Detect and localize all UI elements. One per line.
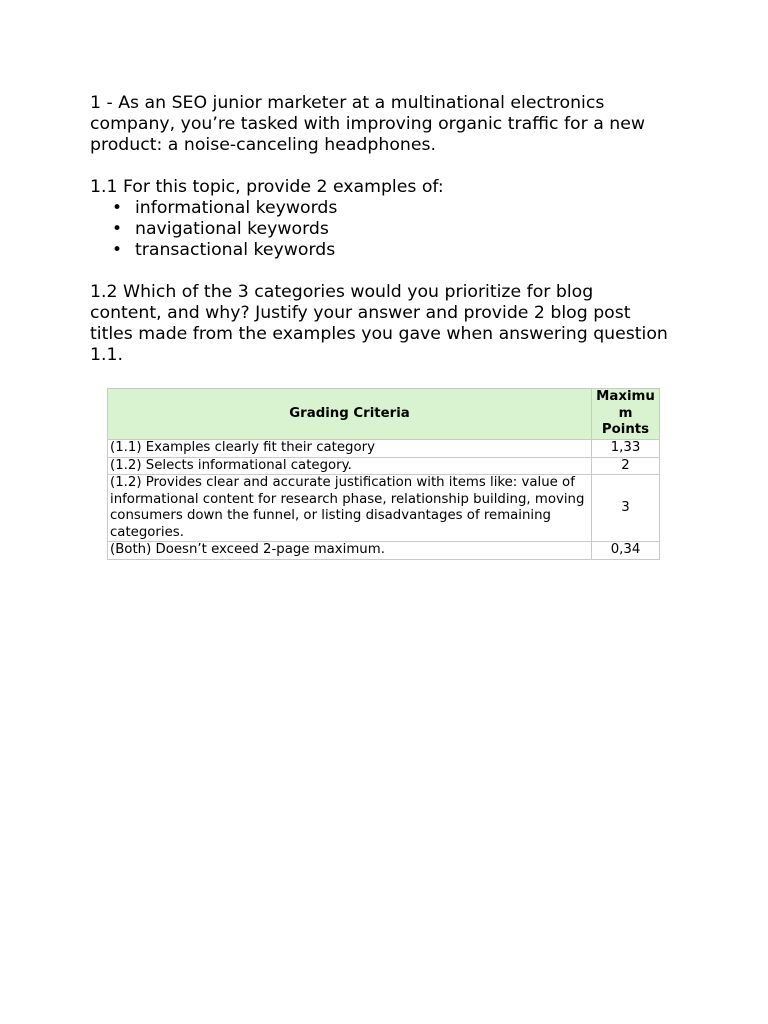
list-item bbox=[90, 240, 670, 261]
question-1-2-prompt: 1.2 Which of the 3 categories would you prioritize for blog content, and why? Justify your answer and provide 2 blog post titles made from the examples you gave when answering question 1.1. bbox=[90, 282, 668, 365]
points-cell: 3 bbox=[592, 475, 660, 542]
table-row bbox=[108, 475, 660, 542]
list-item-label: transactional keywords bbox=[135, 240, 336, 260]
criterion-cell: (Both) Doesn’t exceed 2-page maximum. bbox=[108, 542, 592, 560]
list-item-label: informational keywords bbox=[135, 198, 338, 218]
list-item-label: navigational keywords bbox=[135, 219, 329, 239]
max-points-header-line: Points bbox=[601, 422, 650, 438]
question-1-intro: 1 - As an SEO junior marketer at a multinational electronics company, you’re tasked with improving organic traffic for a new product: a noise-canceling headphones. bbox=[90, 93, 645, 155]
table-row bbox=[108, 542, 660, 560]
question-1-1-prompt: 1.1 For this topic, provide 2 examples of: bbox=[90, 177, 444, 197]
points-cell: 0,34 bbox=[592, 542, 660, 560]
table-header-row bbox=[108, 389, 660, 440]
max-points-header-line: Maximu bbox=[596, 389, 655, 405]
grading-criteria-table bbox=[107, 388, 660, 560]
max-points-header-line: m bbox=[618, 405, 633, 421]
bullet-icon: • bbox=[112, 219, 123, 239]
table-row bbox=[108, 457, 660, 475]
points-cell: 1,33 bbox=[592, 440, 660, 458]
criterion-cell: (1.2) Selects informational category. bbox=[108, 457, 592, 475]
list-item bbox=[90, 198, 670, 219]
criteria-column-header: Grading Criteria bbox=[108, 389, 592, 440]
criterion-cell: (1.1) Examples clearly fit their category bbox=[108, 440, 592, 458]
bullet-icon: • bbox=[112, 240, 123, 260]
criterion-cell: (1.2) Provides clear and accurate justification with items like: value of informational content for research phase, relationship building, moving consumers down the funnel, or listing disadvantages of remaining categories. bbox=[108, 475, 592, 542]
document-page bbox=[90, 93, 670, 557]
bullet-icon: • bbox=[112, 198, 123, 218]
points-cell: 2 bbox=[592, 457, 660, 475]
table-row bbox=[108, 440, 660, 458]
max-points-column-header bbox=[592, 389, 660, 440]
keyword-type-list bbox=[90, 198, 670, 261]
list-item bbox=[90, 219, 670, 240]
